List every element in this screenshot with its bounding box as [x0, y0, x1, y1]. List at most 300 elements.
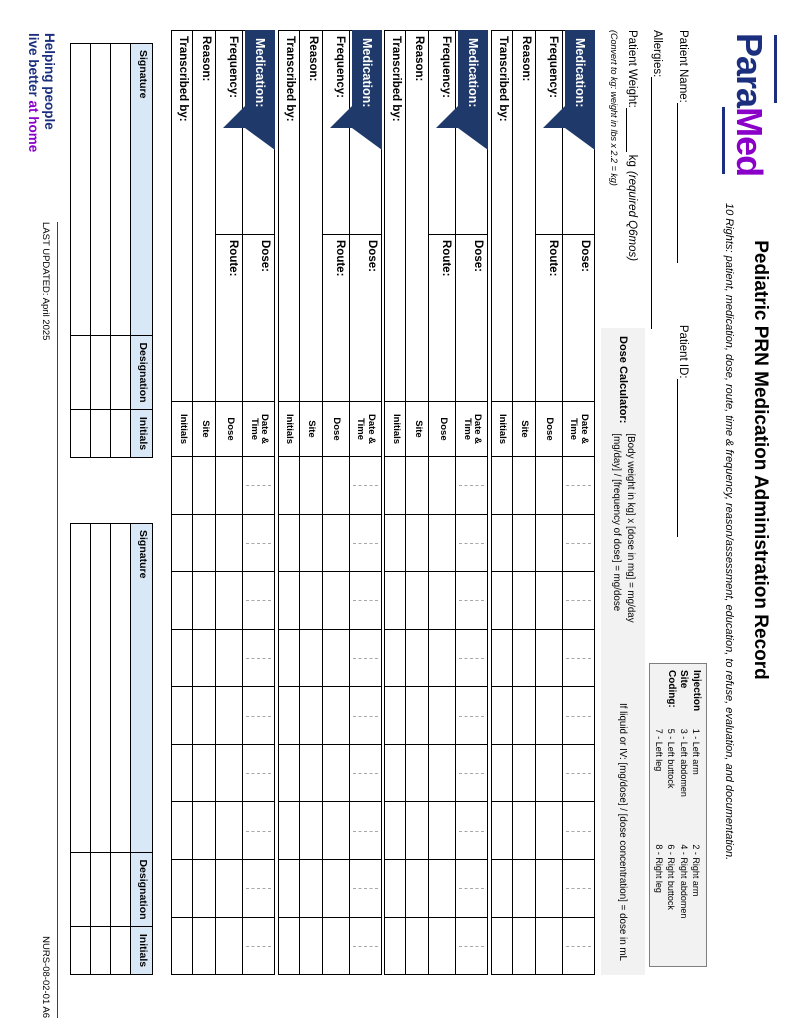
transcribed-by-label: Transcribed by: — [177, 36, 190, 122]
medication-table — [172, 30, 596, 975]
transcribed-by-label: Transcribed by: — [497, 36, 509, 122]
document-code: NURS-08-02-01 A6 — [40, 936, 51, 1018]
site-header-cell — [407, 401, 429, 456]
entry-cell — [279, 686, 299, 744]
entry-cell — [430, 571, 456, 629]
initials-header-cell — [386, 401, 406, 456]
convert-note: (Convert to kg: weight in lbs x 2.2 = kg) — [609, 30, 619, 186]
entry-cell — [513, 514, 535, 572]
frequency-label: Frequency: — [547, 36, 559, 98]
entry-cell — [244, 686, 275, 744]
initials-header-cell — [279, 401, 299, 456]
medication-row — [563, 31, 594, 974]
entry-cell — [217, 744, 243, 802]
designation-header: Designation — [131, 335, 152, 409]
route-label: Route: — [440, 240, 453, 277]
weight-required-note: (required Q6mos) — [626, 170, 638, 262]
entry-cell — [323, 629, 349, 687]
subtitle-prefix: 10 Rights: — [723, 203, 735, 256]
patient-id-label: Patient ID: — [677, 324, 689, 379]
entry-cell — [536, 917, 562, 975]
site-header-cell — [300, 401, 322, 456]
transcribed-label-cell — [279, 31, 299, 401]
entry-cell — [350, 456, 381, 514]
dose-header-cell — [323, 401, 349, 456]
entry-cell — [194, 686, 216, 744]
route-label-cell — [217, 234, 243, 401]
entry-cell — [492, 629, 512, 687]
entry-cell — [279, 744, 299, 802]
entry-cell — [173, 514, 193, 572]
signature-cell — [91, 44, 110, 335]
entry-cell — [536, 456, 562, 514]
reason-row — [407, 31, 430, 974]
injection-label-line2: Site — [678, 670, 690, 689]
entry-cell — [194, 859, 216, 917]
last-updated-text: LAST UPDATED: April 2025 — [40, 222, 51, 341]
entry-cell — [173, 859, 193, 917]
entry-cell — [300, 801, 322, 859]
entry-cell — [536, 801, 562, 859]
initials-header-cell — [173, 401, 193, 456]
entry-cell — [563, 917, 594, 975]
signature-cell — [111, 409, 130, 457]
entry-cell — [457, 917, 488, 975]
frequency-row — [536, 31, 563, 974]
entry-cell — [173, 571, 193, 629]
frequency-row — [217, 31, 244, 974]
entry-cell — [386, 801, 406, 859]
frequency-row — [323, 31, 350, 974]
entry-cell — [279, 801, 299, 859]
transcribed-label-cell — [173, 31, 193, 401]
signature-cell — [111, 926, 130, 974]
entry-cell — [323, 917, 349, 975]
entry-cell — [350, 917, 381, 975]
entry-cell — [194, 917, 216, 975]
dose-formula-liquid: If liquid or IV: [mg/dose] / [dose concentration] = dose in mL — [617, 702, 629, 961]
slogan-line1: Helping people — [42, 33, 57, 130]
entry-cell — [217, 859, 243, 917]
reason-label-cell — [300, 31, 322, 401]
entry-cell — [244, 801, 275, 859]
dose-formula-line1: [Body weight in kg] x [dose in mg] = mg/day — [625, 433, 637, 623]
route-label: Route: — [227, 240, 240, 277]
entry-cell — [300, 744, 322, 802]
dose-label: Dose: — [366, 240, 378, 272]
date-time-label-line1: Date & — [472, 413, 484, 445]
entry-cell — [244, 629, 275, 687]
entry-cell — [386, 514, 406, 572]
entry-cell — [279, 917, 299, 975]
entry-cell — [217, 801, 243, 859]
footer-rule — [57, 222, 58, 1018]
entry-cell — [536, 514, 562, 572]
entry-cell — [407, 571, 429, 629]
injection-label-line3: Coding: — [666, 670, 677, 708]
entry-cell — [492, 456, 512, 514]
injection-code: 7 - Left leg — [653, 728, 664, 772]
entry-cell — [563, 744, 594, 802]
date-time-label-line1: Date & — [365, 413, 377, 445]
route-label-cell — [430, 234, 456, 401]
initials-header: Initials — [131, 926, 152, 974]
entry-cell — [173, 917, 193, 975]
entry-cell — [386, 456, 406, 514]
signature-empty-row — [111, 524, 131, 974]
initials-column-label: Initials — [497, 413, 509, 445]
signature-cell — [71, 44, 90, 335]
entry-cell — [173, 686, 193, 744]
patient-name-row — [677, 30, 690, 537]
entry-cell — [300, 686, 322, 744]
entry-cell — [300, 456, 322, 514]
initials-header: Initials — [131, 409, 152, 457]
entry-cell — [350, 629, 381, 687]
entry-cell — [244, 571, 275, 629]
transcribed-by-label: Transcribed by: — [284, 36, 296, 122]
dose-header-cell — [430, 401, 456, 456]
entry-cell — [323, 456, 349, 514]
medication-block — [491, 30, 595, 975]
site-column-label: Site — [306, 420, 318, 438]
initials-column-label: Initials — [390, 413, 402, 445]
reason-label-cell — [407, 31, 429, 401]
dose-formula-line2: [mg/day] / [frequency of dose] = mg/dose — [611, 433, 622, 612]
entry-cell — [173, 629, 193, 687]
reason-label-cell — [513, 31, 535, 401]
entry-cell — [513, 859, 535, 917]
entry-cell — [492, 859, 512, 917]
dose-label: Dose: — [579, 240, 591, 272]
reason-label: Reason: — [520, 36, 532, 82]
dose-calculator-strip — [601, 328, 645, 975]
entry-cell — [386, 571, 406, 629]
entry-cell — [244, 917, 275, 975]
reason-label: Reason: — [413, 36, 426, 82]
entry-cell — [536, 629, 562, 687]
entry-cell — [173, 744, 193, 802]
dose-label-cell — [244, 234, 275, 401]
entry-cell — [350, 571, 381, 629]
entry-cell — [536, 744, 562, 802]
entry-cell — [513, 456, 535, 514]
entry-cell — [563, 686, 594, 744]
entry-cell — [492, 744, 512, 802]
medication-label-cell — [563, 31, 594, 234]
signature-empty-row — [71, 524, 91, 974]
entry-cell — [563, 571, 594, 629]
entry-cell — [457, 859, 488, 917]
entry-cell — [279, 514, 299, 572]
entry-cell — [217, 456, 243, 514]
transcribed-by-label: Transcribed by: — [390, 36, 403, 122]
signature-header: Signature — [137, 530, 149, 579]
signature-cell — [111, 335, 130, 409]
entry-cell — [492, 801, 512, 859]
entry-cell — [194, 571, 216, 629]
entry-cell — [563, 629, 594, 687]
entry-cell — [563, 514, 594, 572]
medication-row — [350, 31, 381, 974]
transcribed-row — [492, 31, 513, 974]
entry-cell — [350, 514, 381, 572]
entry-cell — [350, 859, 381, 917]
transcribed-row — [173, 31, 194, 974]
entry-cell — [323, 801, 349, 859]
injection-codes-left-column — [654, 729, 702, 845]
entry-cell — [536, 859, 562, 917]
entry-cell — [457, 456, 488, 514]
injection-code: 2 - Right arm — [691, 844, 701, 897]
entry-cell — [217, 686, 243, 744]
medication-label: Medication: — [253, 38, 268, 108]
dose-column-label: Dose — [331, 417, 343, 441]
entry-cell — [430, 456, 456, 514]
logo-para-text: Para — [729, 33, 770, 108]
dose-header-cell — [217, 401, 243, 456]
entry-cell — [513, 917, 535, 975]
entry-cell — [173, 801, 193, 859]
entry-cell — [457, 744, 488, 802]
transcribed-row — [386, 31, 407, 974]
patient-weight-blank — [626, 108, 639, 152]
entry-cell — [513, 571, 535, 629]
entry-cell — [386, 859, 406, 917]
entry-cell — [457, 571, 488, 629]
entry-cell — [300, 514, 322, 572]
patient-weight-label: Patient Weight: — [626, 30, 638, 108]
entry-cell — [407, 917, 429, 975]
signature-table-2 — [70, 523, 153, 975]
weight-unit-label: kg — [626, 154, 638, 167]
injection-code: 5 - Left buttock — [666, 728, 677, 789]
date-time-header-cell — [244, 401, 275, 456]
dose-label: Dose: — [259, 240, 272, 272]
signature-cell — [91, 335, 110, 409]
page-subtitle — [723, 203, 735, 860]
signature-table-1 — [70, 43, 153, 458]
entry-cell — [457, 801, 488, 859]
entry-cell — [386, 686, 406, 744]
site-column-label: Site — [199, 420, 211, 438]
allergies-blank — [651, 77, 664, 329]
entry-cell — [430, 629, 456, 687]
logo-med-text: Med — [729, 107, 770, 177]
entry-cell — [300, 629, 322, 687]
entry-cell — [217, 917, 243, 975]
entry-cell — [279, 629, 299, 687]
entry-cell — [492, 917, 512, 975]
date-time-label-line2: Time — [568, 417, 580, 440]
entry-cell — [407, 629, 429, 687]
signature-empty-row — [71, 44, 91, 457]
page-title: Pediatric PRN Medication Administration Record — [750, 240, 771, 680]
allergies-row — [651, 30, 664, 329]
site-header-cell — [513, 401, 535, 456]
dose-label-cell — [457, 234, 488, 401]
entry-cell — [563, 859, 594, 917]
entry-cell — [492, 686, 512, 744]
entry-cell — [323, 571, 349, 629]
transcribed-label-cell — [492, 31, 512, 401]
entry-cell — [323, 744, 349, 802]
entry-cell — [194, 514, 216, 572]
site-header-cell — [194, 401, 216, 456]
date-time-label-line2: Time — [462, 417, 473, 440]
signature-cell — [71, 409, 90, 457]
site-column-label: Site — [412, 420, 424, 438]
entry-cell — [194, 744, 216, 802]
entry-cell — [386, 744, 406, 802]
date-time-header-cell — [350, 401, 381, 456]
frequency-row — [430, 31, 457, 974]
signature-cell — [111, 852, 130, 926]
dose-column-label: Dose — [224, 417, 236, 441]
entry-cell — [279, 456, 299, 514]
medication-label: Medication: — [360, 38, 374, 108]
initials-header-cell — [492, 401, 512, 456]
signature-empty-row — [91, 44, 111, 457]
dose-column-label: Dose — [437, 417, 449, 441]
entry-cell — [217, 629, 243, 687]
dose-label-cell — [350, 234, 381, 401]
patient-weight-row — [626, 30, 639, 261]
route-label: Route: — [334, 240, 346, 277]
entry-cell — [513, 629, 535, 687]
date-time-label-line1: Date & — [578, 413, 590, 445]
entry-cell — [430, 514, 456, 572]
signature-cell — [71, 852, 90, 926]
patient-id-blank — [677, 379, 690, 537]
signature-cell — [91, 852, 110, 926]
entry-cell — [492, 514, 512, 572]
entry-cell — [430, 917, 456, 975]
entry-cell — [407, 456, 429, 514]
entry-cell — [323, 514, 349, 572]
signature-cell — [71, 524, 90, 852]
injection-site-coding-box — [649, 663, 707, 967]
entry-cell — [244, 456, 275, 514]
entry-cell — [350, 744, 381, 802]
transcribed-label-cell — [386, 31, 406, 401]
date-time-header-cell — [563, 401, 594, 456]
signature-cell — [71, 926, 90, 974]
entry-cell — [244, 514, 275, 572]
entry-cell — [173, 456, 193, 514]
entry-cell — [457, 514, 488, 572]
initials-column-label: Initials — [177, 413, 189, 445]
injection-code: 4 - Right abdomen — [678, 844, 689, 919]
entry-cell — [323, 686, 349, 744]
initials-column-label: Initials — [284, 413, 296, 445]
entry-cell — [430, 686, 456, 744]
injection-code: 8 - Right leg — [653, 844, 664, 893]
signature-cell — [91, 524, 110, 852]
patient-name-blank — [677, 103, 690, 263]
medication-block — [172, 30, 276, 975]
reason-label: Reason: — [200, 36, 213, 82]
entry-cell — [430, 801, 456, 859]
entry-cell — [513, 686, 535, 744]
injection-site-coding-label — [654, 670, 702, 729]
entry-cell — [457, 686, 488, 744]
medication-label-cell — [244, 31, 275, 234]
entry-cell — [194, 456, 216, 514]
entry-cell — [430, 859, 456, 917]
signature-empty-row — [111, 44, 131, 457]
entry-cell — [430, 744, 456, 802]
entry-cell — [279, 859, 299, 917]
entry-cell — [300, 917, 322, 975]
frequency-label: Frequency: — [440, 36, 453, 98]
entry-cell — [492, 571, 512, 629]
entry-cell — [244, 744, 275, 802]
reason-label: Reason: — [307, 36, 319, 82]
dose-label-cell — [563, 234, 594, 401]
dose-column-label: Dose — [544, 417, 556, 441]
entry-cell — [323, 859, 349, 917]
medication-label: Medication: — [466, 38, 481, 108]
signature-header: Signature — [137, 50, 149, 99]
entry-cell — [407, 514, 429, 572]
frequency-label: Frequency: — [334, 36, 346, 98]
medication-label-cell — [457, 31, 488, 234]
entry-cell — [457, 629, 488, 687]
transcribed-row — [279, 31, 300, 974]
route-label-cell — [323, 234, 349, 401]
date-time-header-cell — [457, 401, 488, 456]
dose-calculator-formulas — [609, 433, 637, 622]
date-time-label-line2: Time — [249, 417, 260, 440]
dose-label: Dose: — [472, 240, 485, 272]
reason-row — [513, 31, 536, 974]
medication-row — [244, 31, 275, 974]
medication-label-cell — [350, 31, 381, 234]
medication-block — [278, 30, 382, 975]
entry-cell — [563, 801, 594, 859]
reason-row — [300, 31, 323, 974]
entry-cell — [536, 571, 562, 629]
date-time-label-line2: Time — [355, 417, 367, 440]
injection-label-line1: Injection — [691, 670, 702, 712]
entry-cell — [407, 686, 429, 744]
entry-cell — [407, 744, 429, 802]
medication-block — [385, 30, 489, 975]
entry-cell — [350, 801, 381, 859]
entry-cell — [407, 801, 429, 859]
route-label: Route: — [547, 240, 559, 277]
entry-cell — [244, 859, 275, 917]
entry-cell — [300, 859, 322, 917]
date-time-label-line1: Date & — [259, 413, 271, 445]
medication-label: Medication: — [573, 38, 587, 108]
dose-header-cell — [536, 401, 562, 456]
entry-cell — [217, 571, 243, 629]
slogan-line2-purple: at home — [25, 100, 41, 153]
injection-code: 3 - Left abdomen — [678, 728, 689, 797]
signature-cell — [91, 409, 110, 457]
allergies-label: Allergies: — [651, 30, 663, 78]
medication-row — [457, 31, 488, 974]
entry-cell — [386, 917, 406, 975]
signature-cell — [71, 335, 90, 409]
frequency-label: Frequency: — [227, 36, 240, 98]
patient-name-label: Patient Name: — [677, 30, 689, 103]
reason-label-cell — [194, 31, 216, 401]
entry-cell — [563, 456, 594, 514]
site-column-label: Site — [519, 420, 531, 438]
